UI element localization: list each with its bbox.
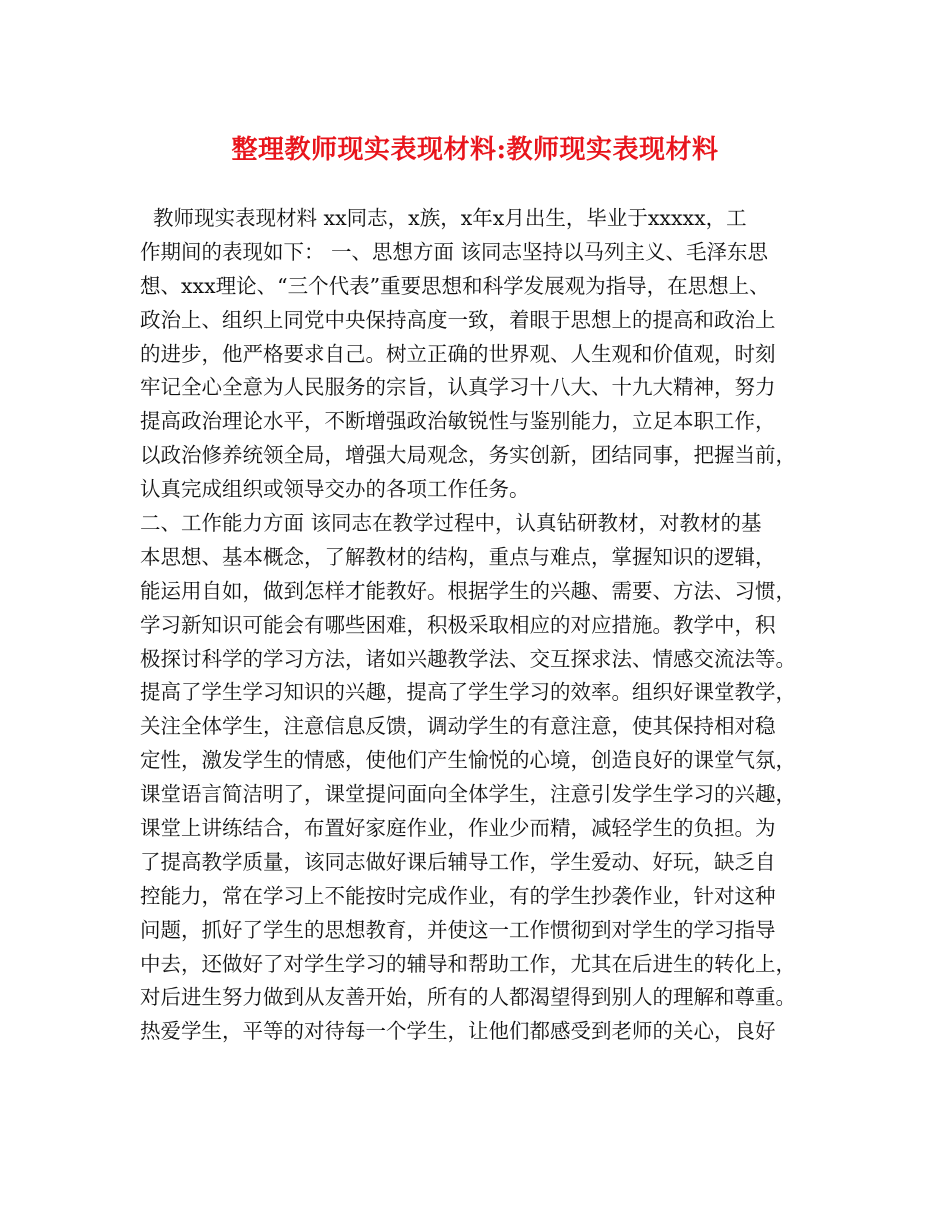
body-line: 课堂上讲练结合，布置好家庭作业，作业少而精，减轻学生的负担。为 — [140, 816, 776, 841]
body-line: 提高政治理论水平，不断增强政治敏锐性与鉴别能力，立足本职工作， — [140, 409, 776, 434]
body-line: 关注全体学生，注意信息反馈，调动学生的有意注意，使其保持相对稳 — [140, 714, 776, 739]
body-line: 中去，还做好了对学生学习的辅导和帮助工作，尤其在后进生的转化上， — [140, 951, 796, 976]
body-line: 问题，抓好了学生的思想教育，并使这一工作惯彻到对学生的学习指导 — [140, 917, 776, 942]
body-line: 牢记全心全意为人民服务的宗旨，认真学习十八大、十九大精神，努力 — [140, 375, 776, 400]
body-line: 学习新知识可能会有哪些困难，积极采取相应的对应措施。教学中，积 — [140, 612, 776, 637]
body-line: 作期间的表现如下： 一、思想方面 该同志坚持以马列主义、毛泽东思 — [140, 239, 769, 264]
document-body — [140, 202, 830, 1049]
body-line: 课堂语言简洁明了，课堂提问面向全体学生，注意引发学生学习的兴趣， — [140, 782, 796, 807]
body-line: 认真完成组织或领导交办的各项工作任务。 — [140, 477, 530, 502]
body-line: 对后进生努力做到从友善开始，所有的人都渴望得到别人的理解和尊重。 — [140, 985, 796, 1010]
body-line: 控能力，常在学习上不能按时完成作业，有的学生抄袭作业，针对这种 — [140, 883, 776, 908]
body-line: 以政治修养统领全局，增强大局观念，务实创新，团结同事，把握当前， — [140, 443, 796, 468]
body-line: 极探讨科学的学习方法，诸如兴趣教学法、交互探求法、情感交流法等。 — [140, 646, 796, 671]
body-line: 教师现实表现材料 xx同志，x族，x年x月出生，毕业于xxxxx，工 — [140, 206, 747, 230]
body-line: 能运用自如，做到怎样才能教好。根据学生的兴趣、需要、方法、习惯， — [140, 578, 796, 603]
document-title: 整理教师现实表现材料:教师现实表现材料 — [231, 135, 719, 165]
body-line: 想、xxx理论、“三个代表”重要思想和科学发展观为指导，在思想上、 — [140, 273, 770, 298]
body-line: 热爱学生，平等的对待每一个学生，让他们都感受到老师的关心，良好 — [140, 1019, 776, 1044]
body-line: 二、工作能力方面 该同志在教学过程中，认真钻研教材，对教材的基 — [140, 511, 762, 536]
body-line: 本思想、基本概念，了解教材的结构，重点与难点，掌握知识的逻辑， — [140, 544, 776, 569]
body-line: 提高了学生学习知识的兴趣，提高了学生学习的效率。组织好课堂教学， — [140, 680, 796, 705]
body-line: 的进步，他严格要求自己。树立正确的世界观、人生观和价值观，时刻 — [140, 341, 776, 366]
body-line: 政治上、组织上同党中央保持高度一致，着眼于思想上的提高和政治上 — [140, 307, 776, 332]
body-line: 定性，激发学生的情感，使他们产生愉悦的心境，创造良好的课堂气氛， — [140, 748, 796, 773]
body-line: 了提高教学质量，该同志做好课后辅导工作，学生爱动、好玩，缺乏自 — [140, 849, 776, 874]
